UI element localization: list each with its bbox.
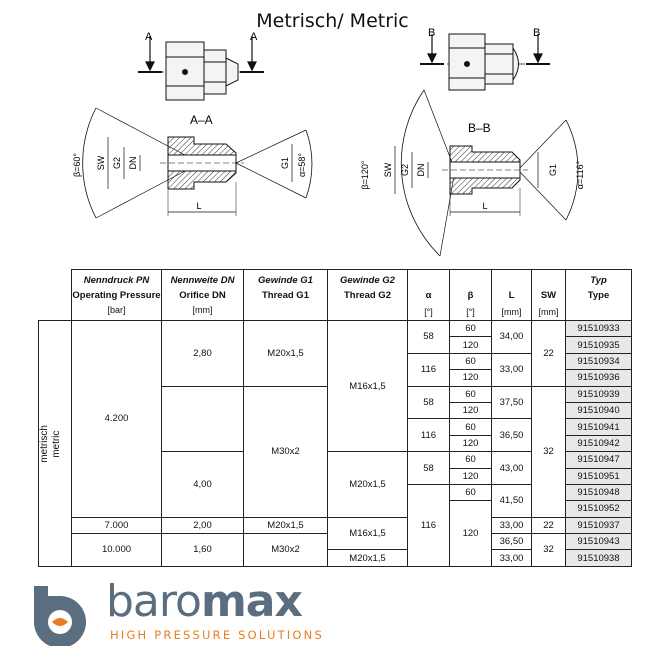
header-l: L [mm] <box>492 270 532 321</box>
table-cell: 43,00 <box>492 452 532 485</box>
header-g2: Gewinde G2 Thread G2 <box>328 270 408 321</box>
type-cell: 91510942 <box>566 435 632 451</box>
b-g1-label: G1 <box>548 163 558 177</box>
side-label-en: metric <box>51 429 62 458</box>
table-cell: 2,00 <box>162 517 244 533</box>
b-l-label: L <box>482 201 488 211</box>
b-sw-label: SW <box>383 162 393 178</box>
table-cell: M20x1,5 <box>244 321 328 387</box>
table-cell: 120 <box>450 501 492 567</box>
type-cell: 91510940 <box>566 402 632 418</box>
table-cell: 60 <box>450 419 492 435</box>
table-cell: 36,50 <box>492 419 532 452</box>
header-dn: Nennweite DN Orifice DN [mm] <box>162 270 244 321</box>
table-cell: 58 <box>408 452 450 485</box>
table-cell: 60 <box>450 484 492 500</box>
a-alpha-label: α=58° <box>297 152 307 178</box>
header-beta: β [°] <box>450 270 492 321</box>
side-label-de: metrisch <box>39 424 50 463</box>
table-cell: 120 <box>450 402 492 418</box>
table-header-row <box>39 270 632 321</box>
type-cell: 91510933 <box>566 321 632 337</box>
type-cell: 91510939 <box>566 386 632 402</box>
type-cell: 91510952 <box>566 501 632 517</box>
type-cell: 91510947 <box>566 452 632 468</box>
type-cell: 91510938 <box>566 550 632 566</box>
table-cell: M30x2 <box>244 534 328 567</box>
technical-drawing <box>0 0 665 265</box>
table-cell: 33,00 <box>492 353 532 386</box>
table-cell: M16x1,5 <box>328 321 408 452</box>
table-cell: 58 <box>408 321 450 354</box>
table-cell: M20x1,5 <box>328 452 408 518</box>
b-g2-label: G2 <box>400 163 410 177</box>
baromax-logo <box>28 576 348 644</box>
table-cell: M30x2 <box>244 386 328 517</box>
table-cell: 58 <box>408 386 450 419</box>
table-cell: M16x1,5 <box>328 517 408 550</box>
table-cell: 60 <box>450 386 492 402</box>
table-cell: 120 <box>450 337 492 353</box>
marker-a-right: A <box>250 31 258 43</box>
table-cell: 37,50 <box>492 386 532 419</box>
b-beta-label: β=120° <box>360 160 370 190</box>
table-cell: M20x1,5 <box>244 517 328 533</box>
table-cell: 120 <box>450 370 492 386</box>
spec-table <box>38 269 632 567</box>
type-cell: 91510941 <box>566 419 632 435</box>
table-cell: 120 <box>450 435 492 451</box>
table-cell <box>162 386 244 452</box>
table-cell: 33,00 <box>492 550 532 566</box>
header-g1: Gewinde G1 Thread G1 <box>244 270 328 321</box>
table-cell: 60 <box>450 353 492 369</box>
marker-a-left: A <box>145 31 153 43</box>
section-label-a: A–A <box>190 113 213 127</box>
type-cell: 91510937 <box>566 517 632 533</box>
table-cell: 120 <box>450 468 492 484</box>
header-typ: Typ Type <box>566 270 632 321</box>
section-label-b: B–B <box>468 121 491 135</box>
table-cell: 4.200 <box>72 321 162 518</box>
table-row <box>39 321 632 337</box>
table-cell: 2,80 <box>162 321 244 387</box>
table-cell: 22 <box>532 517 566 533</box>
logo-word-bold: max <box>200 576 302 627</box>
table-cell: M20x1,5 <box>328 550 408 566</box>
a-g1-label: G1 <box>280 156 290 170</box>
type-cell: 91510936 <box>566 370 632 386</box>
b-dn-label: DN <box>416 163 426 177</box>
type-cell: 91510934 <box>566 353 632 369</box>
table-cell: 36,50 <box>492 534 532 550</box>
table-cell: 34,00 <box>492 321 532 354</box>
table-cell: 60 <box>450 452 492 468</box>
side-label-cell <box>39 321 72 567</box>
b-alpha-label: α=116° <box>575 160 585 190</box>
table-cell: 4,00 <box>162 452 244 518</box>
a-sw-label: SW <box>96 155 106 171</box>
table-cell: 22 <box>532 321 566 387</box>
table-cell: 7.000 <box>72 517 162 533</box>
table-cell: 41,50 <box>492 484 532 517</box>
a-l-label: L <box>196 201 202 211</box>
table-row <box>39 517 632 533</box>
logo-tagline: HIGH PRESSURE SOLUTIONS <box>110 628 324 642</box>
type-cell: 91510943 <box>566 534 632 550</box>
header-pn: Nenndruck PN Operating Pressure [bar] <box>72 270 162 321</box>
type-cell: 91510948 <box>566 484 632 500</box>
table-cell: 60 <box>450 321 492 337</box>
type-cell: 91510951 <box>566 468 632 484</box>
logo-word-light: baro <box>106 576 201 627</box>
marker-b-right: B <box>533 27 541 39</box>
a-beta-label: β=60° <box>72 152 82 178</box>
page-title: Metrisch/ Metric <box>256 10 409 32</box>
table-cell: 116 <box>408 484 450 566</box>
table-cell: 116 <box>408 419 450 452</box>
baromax-logo-mark <box>28 582 92 646</box>
type-cell: 91510935 <box>566 337 632 353</box>
table-cell: 32 <box>532 386 566 517</box>
table-cell: 33,00 <box>492 517 532 533</box>
table-cell: 1,60 <box>162 534 244 567</box>
right-part-view <box>420 34 548 90</box>
a-dn-label: DN <box>128 156 138 170</box>
table-cell: 116 <box>408 353 450 386</box>
table-cell <box>39 270 72 321</box>
a-g2-label: G2 <box>112 156 122 170</box>
header-sw: SW [mm] <box>532 270 566 321</box>
header-alpha: α [°] <box>408 270 450 321</box>
table-cell: 32 <box>532 534 566 567</box>
table-cell: 10.000 <box>72 534 162 567</box>
marker-b-left: B <box>428 27 436 39</box>
